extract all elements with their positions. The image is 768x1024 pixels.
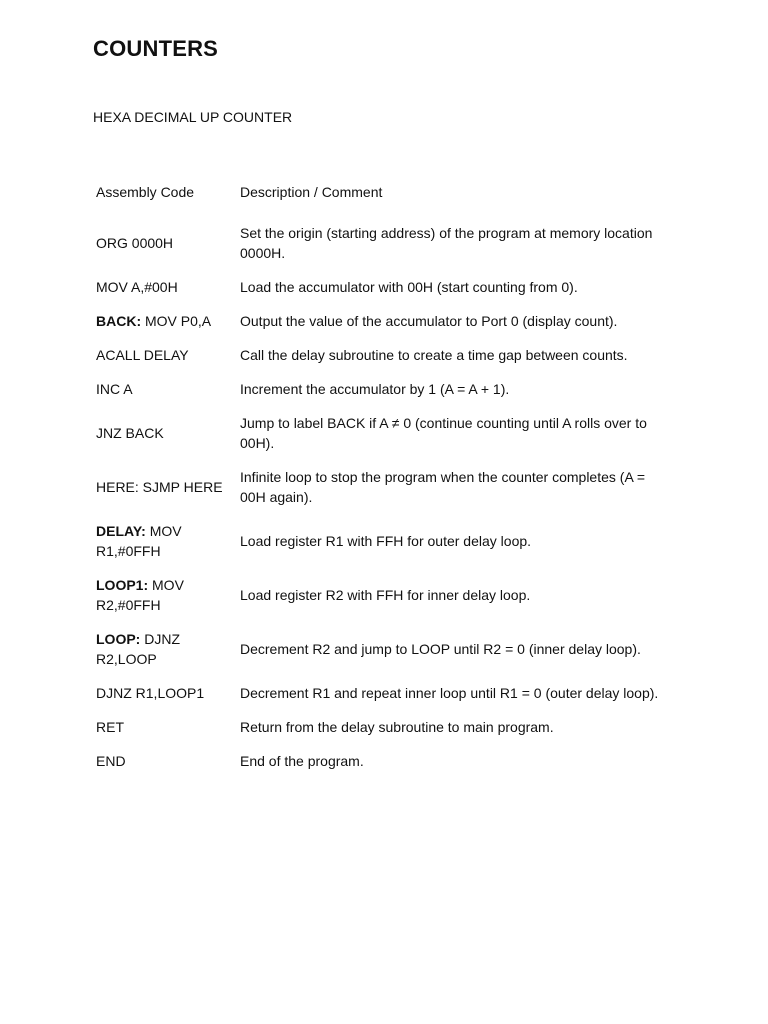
description-cell: Load register R1 with FFH for outer delay loop. bbox=[240, 533, 532, 549]
assembly-code-cell bbox=[93, 676, 237, 710]
page-title: COUNTERS bbox=[93, 36, 219, 61]
description-cell: Load the accumulator with 00H (start counting from 0). bbox=[240, 279, 578, 295]
table-row bbox=[93, 568, 675, 622]
code-instruction: DJNZ R1,LOOP1 bbox=[96, 685, 205, 701]
code-instruction: HERE: SJMP HERE bbox=[96, 479, 223, 495]
section-subtitle: HEXA DECIMAL UP COUNTER bbox=[93, 109, 293, 125]
description-cell: Infinite loop to stop the program when the counter completes (A = 00H again). bbox=[240, 469, 646, 505]
description-cell: Increment the accumulator by 1 (A = A + 1). bbox=[240, 381, 510, 397]
description-cell: Jump to label BACK if A ≠ 0 (continue counting until A rolls over to 00H). bbox=[240, 415, 647, 451]
table-row bbox=[93, 676, 675, 710]
table-row bbox=[93, 744, 675, 778]
code-instruction: JNZ BACK bbox=[96, 425, 164, 441]
description-cell: Set the origin (starting address) of the program at memory location 0000H. bbox=[240, 225, 653, 261]
description-cell: Call the delay subroutine to create a time gap between counts. bbox=[240, 347, 628, 363]
table-body bbox=[93, 216, 675, 778]
code-instruction: MOV A,#00H bbox=[96, 279, 178, 295]
code-instruction: END bbox=[96, 753, 126, 769]
code-label: DELAY: bbox=[96, 523, 146, 539]
description-cell: End of the program. bbox=[240, 753, 364, 769]
assembly-code-cell bbox=[93, 744, 237, 778]
assembly-code-cell bbox=[93, 216, 237, 270]
code-instruction: ACALL DELAY bbox=[96, 347, 189, 363]
assembly-code-cell bbox=[93, 338, 237, 372]
assembly-code-cell bbox=[93, 406, 237, 460]
table-row bbox=[93, 216, 675, 270]
column-header-assembly-code: Assembly Code bbox=[96, 184, 195, 200]
assembly-code-cell bbox=[93, 304, 237, 338]
table-row bbox=[93, 372, 675, 406]
description-cell: Output the value of the accumulator to Port 0 (display count). bbox=[240, 313, 618, 329]
description-cell: Return from the delay subroutine to main program. bbox=[240, 719, 554, 735]
table-row bbox=[93, 710, 675, 744]
table-row bbox=[93, 514, 675, 568]
table-row bbox=[93, 270, 675, 304]
code-label: LOOP: bbox=[96, 631, 141, 647]
table-row bbox=[93, 406, 675, 460]
code-instruction: INC A bbox=[96, 381, 133, 397]
description-cell: Decrement R1 and repeat inner loop until R1 = 0 (outer delay loop). bbox=[240, 685, 659, 701]
code-instruction: ORG 0000H bbox=[96, 235, 174, 251]
description-cell: Load register R2 with FFH for inner delay loop. bbox=[240, 587, 531, 603]
description-cell: Decrement R2 and jump to LOOP until R2 = 0 (inner delay loop). bbox=[240, 641, 641, 657]
code-instruction: MOV R2,#0FFH bbox=[96, 577, 184, 613]
code-instruction: DJNZ R2,LOOP bbox=[96, 631, 181, 667]
assembly-code-cell bbox=[93, 710, 237, 744]
assembly-code-cell bbox=[93, 514, 237, 568]
assembly-code-cell bbox=[93, 460, 237, 514]
table-row bbox=[93, 460, 675, 514]
code-label: LOOP1: bbox=[96, 577, 149, 593]
table-row bbox=[93, 622, 675, 676]
table-header-row bbox=[93, 176, 675, 216]
code-instruction: MOV R1,#0FFH bbox=[96, 523, 182, 559]
table-row bbox=[93, 338, 675, 372]
code-instruction: RET bbox=[96, 719, 124, 735]
assembly-code-cell bbox=[93, 568, 237, 622]
assembly-code-cell bbox=[93, 270, 237, 304]
code-instruction: MOV P0,A bbox=[145, 313, 212, 329]
code-label: BACK: bbox=[96, 313, 142, 329]
assembly-code-cell bbox=[93, 372, 237, 406]
column-header-description: Description / Comment bbox=[240, 184, 383, 200]
assembly-code-table bbox=[93, 176, 675, 778]
table-row bbox=[93, 304, 675, 338]
assembly-code-cell bbox=[93, 622, 237, 676]
